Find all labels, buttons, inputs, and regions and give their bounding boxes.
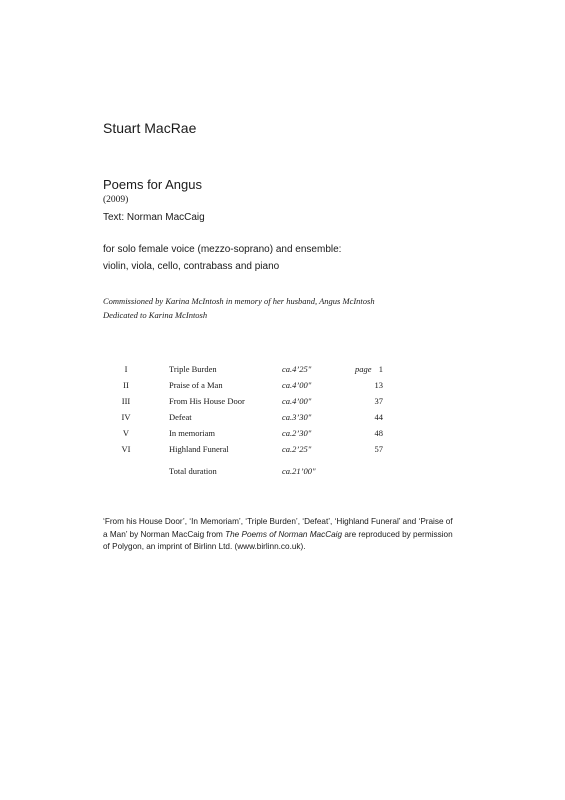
- toc-row-number: IV: [121, 412, 131, 422]
- toc-row-title: In memoriam: [169, 428, 216, 438]
- toc-page-header: page: [355, 364, 372, 374]
- toc-row-number: VI: [121, 444, 131, 454]
- toc-row-page: 1: [378, 364, 383, 374]
- toc-row-duration: ca.2’25": [282, 444, 312, 454]
- toc-row-duration: ca.3’30": [282, 412, 312, 422]
- toc-row-duration: ca.4’00": [282, 396, 312, 406]
- permissions-text: ‘From his House Door’, ‘In Memoriam’, ‘Triple Burden’, ‘Defeat’, ‘Highland Funeral’ and ‘Praise of a Man’ by Norman MacCaig from: [103, 517, 453, 539]
- permissions-text: are reproduced by permission of Polygon, an imprint of Birlinn Ltd. (www.birlinn.co.uk).: [103, 529, 453, 551]
- toc-row-duration: ca.4’25": [282, 364, 312, 374]
- scoring-line: violin, viola, cello, contrabass and piano: [103, 261, 280, 272]
- toc-row-page: 37: [374, 396, 383, 406]
- toc-row-title: Highland Funeral: [169, 444, 229, 454]
- work-title: Poems for Angus: [103, 177, 202, 192]
- toc-row-page: 44: [374, 412, 383, 422]
- commission-line: Commissioned by Karina McIntosh in memory of her husband, Angus McIntosh: [103, 296, 375, 306]
- book-title: The Poems of Norman MacCaig: [225, 529, 343, 539]
- dedication-line: Dedicated to Karina McIntosh: [103, 310, 208, 320]
- scoring-line: for solo female voice (mezzo-soprano) and ensemble:: [103, 244, 342, 255]
- toc-row-number: V: [122, 428, 130, 438]
- toc-row-page: 57: [374, 444, 383, 454]
- toc-row-title: From His House Door: [169, 396, 245, 406]
- work-year: (2009): [103, 195, 129, 205]
- toc-row-page: 48: [374, 428, 383, 438]
- composer-name: Stuart MacRae: [103, 120, 197, 136]
- total-duration-label: Total duration: [169, 466, 217, 476]
- toc-row-title: Triple Burden: [169, 364, 217, 374]
- toc-row-number: I: [124, 364, 128, 374]
- toc-row-duration: ca.2’30": [282, 428, 312, 438]
- toc-row-number: III: [121, 396, 131, 406]
- permissions-notice: [103, 516, 459, 554]
- toc-row-page: 13: [374, 380, 383, 390]
- toc-row-number: II: [123, 380, 129, 390]
- toc-row-duration: ca.4’00": [282, 380, 312, 390]
- toc-row-title: Defeat: [169, 412, 192, 422]
- text-credit: Text: Norman MacCaig: [103, 212, 205, 223]
- toc-row-title: Praise of a Man: [169, 380, 223, 390]
- total-duration-value: ca.21’00": [282, 466, 316, 476]
